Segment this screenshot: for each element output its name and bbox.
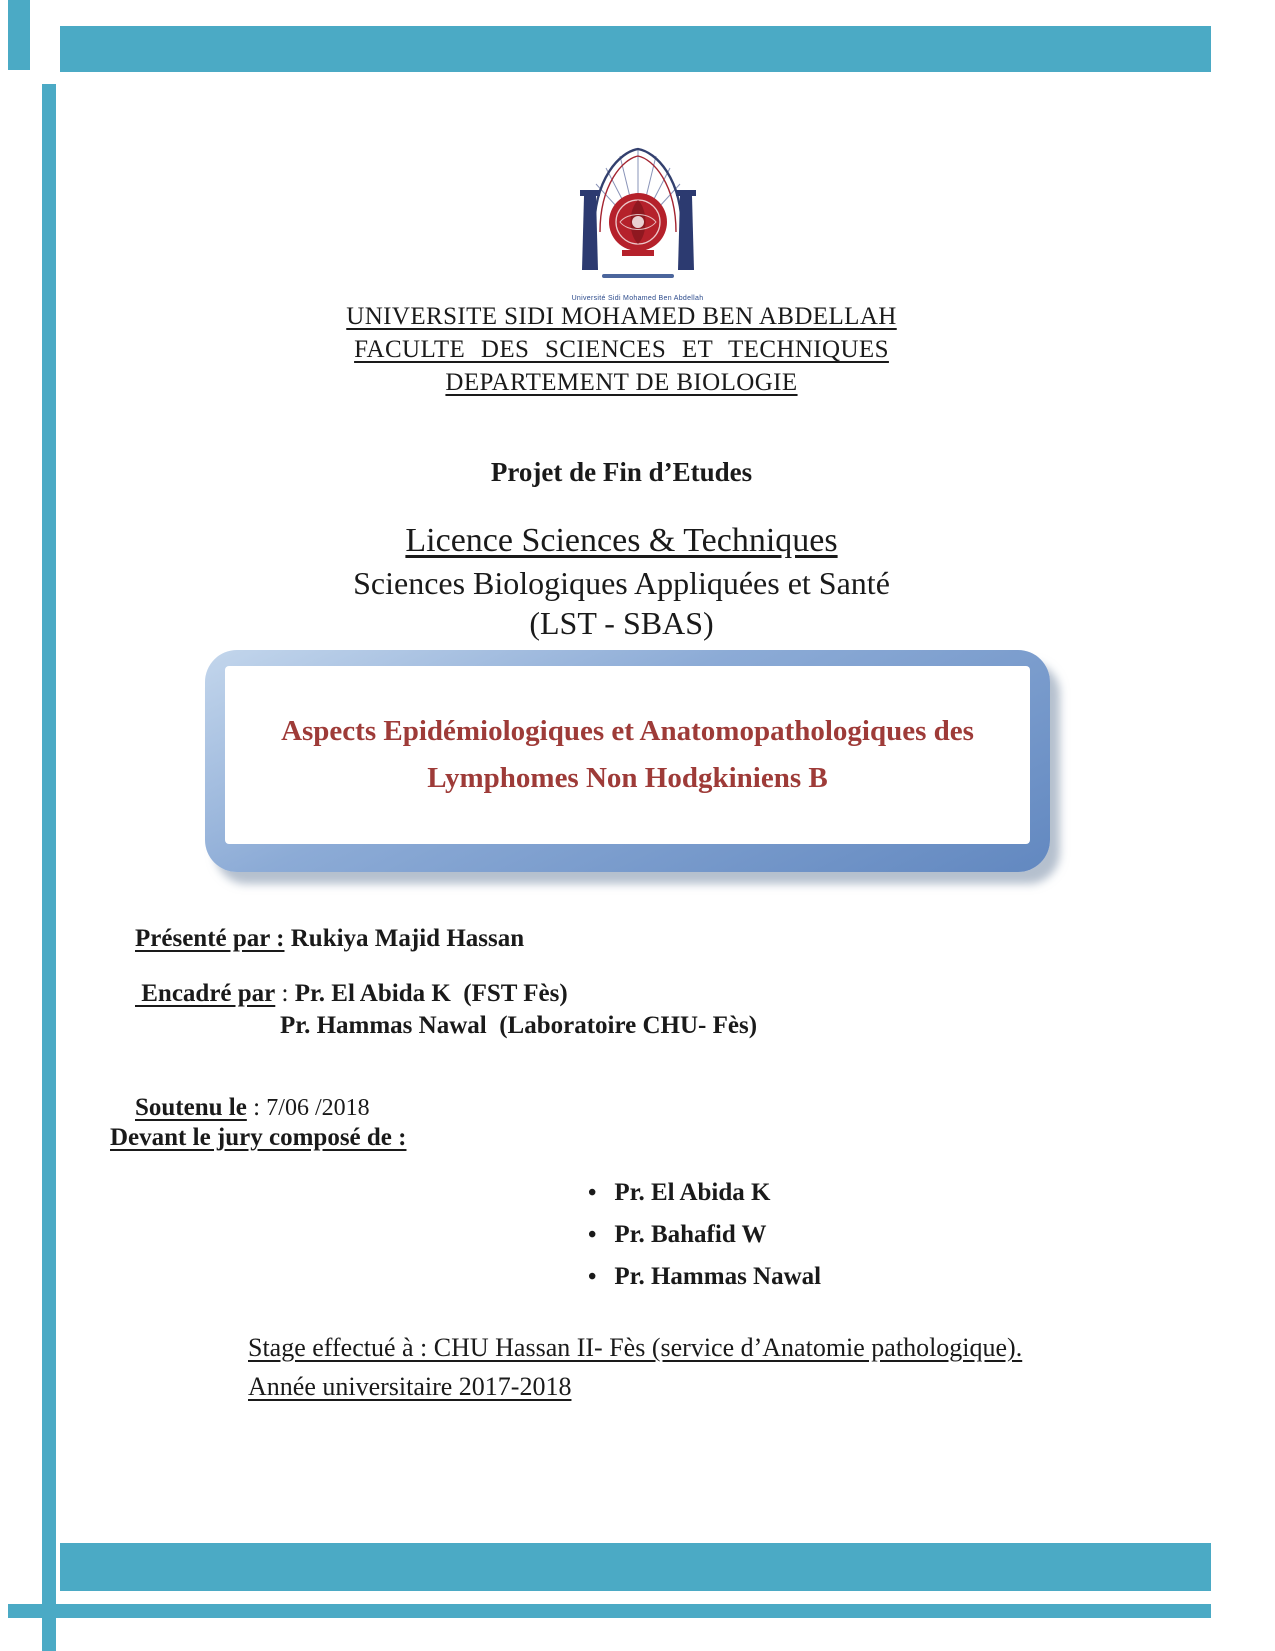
logo-caption: Université Sidi Mohamed Ben Abdellah xyxy=(571,295,704,302)
defense-date-separator: : xyxy=(246,1094,267,1121)
degree-title: Licence Sciences & Techniques xyxy=(405,522,838,559)
thesis-title-line1: Aspects Epidémiologiques et Anatomopathologiques des xyxy=(281,715,974,747)
jury-member xyxy=(588,1172,821,1214)
jury-member-name: Pr. Hammas Nawal xyxy=(614,1263,822,1290)
border-bottom-band xyxy=(60,1543,1211,1591)
bullet-icon: • xyxy=(588,1179,597,1206)
jury-heading: Devant le jury composé de : xyxy=(110,1124,407,1151)
program-title: Sciences Biologiques Appliquées et Santé xyxy=(353,565,890,601)
jury-list xyxy=(588,1172,821,1298)
presented-by-name: Rukiya Majid Hassan xyxy=(284,925,525,952)
jury-member-name: Pr. Bahafid W xyxy=(614,1221,767,1248)
academic-year-line: Année universitaire 2017-2018 xyxy=(248,1372,572,1401)
internship-line: Stage effectué à : CHU Hassan II- Fès (service d’Anatomie pathologique). xyxy=(248,1333,1023,1362)
jury-member xyxy=(588,1214,821,1256)
project-kicker: Projet de Fin d’Etudes xyxy=(490,457,753,487)
university-emblem-icon xyxy=(568,138,708,288)
defense-date-label: Soutenu le xyxy=(135,1094,247,1121)
footer-block xyxy=(248,1328,1022,1406)
faculty-name: FACULTE DES SCIENCES ET TECHNIQUES xyxy=(354,336,889,363)
supervisor1-name: Pr. El Abida K (FST Fès) xyxy=(294,980,568,1007)
supervisor2-name: Pr. Hammas Nawal (Laboratoire CHU- Fès) xyxy=(280,1012,758,1039)
thesis-title-box xyxy=(205,650,1050,872)
defense-date-value: 7/06 /2018 xyxy=(266,1095,370,1121)
department-name: DEPARTEMENT DE BIOLOGIE xyxy=(445,369,798,396)
bullet-icon: • xyxy=(588,1221,597,1248)
university-logo xyxy=(508,138,768,302)
supervised-by-separator: : xyxy=(275,980,295,1007)
program-abbrev: (LST - SBAS) xyxy=(529,605,714,641)
border-top-corner xyxy=(8,0,30,70)
supervised-by-label: Encadré par xyxy=(135,980,276,1007)
bullet-icon: • xyxy=(588,1263,597,1290)
thesis-title-line2: Lymphomes Non Hodgkiniens B xyxy=(427,762,828,794)
university-name: UNIVERSITE SIDI MOHAMED BEN ABDELLAH xyxy=(346,303,897,330)
border-top-band xyxy=(60,26,1211,72)
thesis-title-inner xyxy=(225,666,1030,844)
presented-by-label: Présenté par : xyxy=(135,925,285,952)
jury-member xyxy=(588,1256,821,1298)
jury-member-name: Pr. El Abida K xyxy=(614,1179,771,1206)
border-bottom-thin-band xyxy=(8,1604,1211,1618)
